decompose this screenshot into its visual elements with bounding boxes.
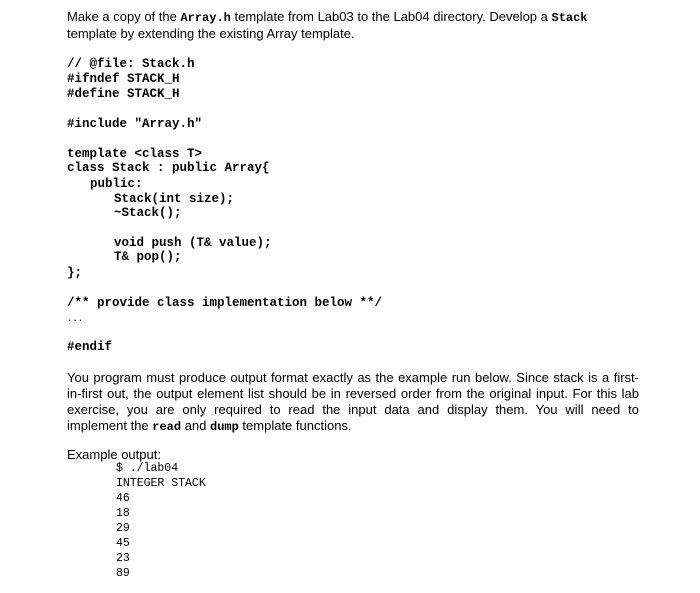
- intro-line-2: template by extending the existing Array template.: [67, 26, 355, 41]
- example-line-value: 18: [116, 507, 130, 520]
- example-line-command: $ ./lab04: [116, 462, 179, 475]
- example-line-value: 46: [116, 492, 130, 505]
- example-line-value: 23: [116, 552, 130, 565]
- inline-code-dump: dump: [210, 420, 239, 434]
- code-line-pop: T& pop();: [114, 250, 182, 264]
- example-line-value: 45: [116, 537, 130, 550]
- example-line-value: 29: [116, 522, 130, 535]
- description-text-and: and: [181, 418, 210, 433]
- code-line-close: };: [67, 266, 83, 280]
- description-text-end: template functions.: [238, 418, 352, 433]
- description-text: implement the: [67, 418, 153, 433]
- code-line-include: #include "Array.h": [67, 117, 203, 131]
- description-line-4: [67, 418, 639, 435]
- code-line-comment: /** provide class implementation below **/: [67, 296, 383, 310]
- description-line-2: in-first out, the output element list should be in reversed order from the original input. For this lab: [67, 386, 639, 401]
- inline-code-array-h: Array.h: [180, 11, 231, 25]
- description-paragraph: [67, 370, 639, 435]
- description-line-1: You program must produce output format exactly as the example run below. Since stack is a first-: [67, 370, 639, 385]
- code-line-ifndef: #ifndef STACK_H: [67, 72, 180, 86]
- code-line-file: // @file: Stack.h: [67, 57, 195, 71]
- inline-code-stack: Stack: [551, 11, 588, 25]
- example-line-value: 89: [116, 567, 130, 580]
- code-line-public: public:: [90, 177, 143, 191]
- code-line-endif: #endif: [67, 340, 113, 354]
- code-line-template: template <class T>: [67, 147, 203, 161]
- code-line-constructor: Stack(int size);: [114, 192, 235, 206]
- code-line-ellipsis: ...: [67, 314, 84, 324]
- code-line-destructor: ~Stack();: [114, 206, 182, 220]
- example-line-header: INTEGER STACK: [116, 477, 206, 490]
- code-line-define: #define STACK_H: [67, 87, 180, 101]
- intro-text: Make a copy of the: [67, 9, 181, 24]
- code-line-class: class Stack : public Array{: [67, 161, 270, 175]
- inline-code-read: read: [152, 420, 182, 434]
- description-line-3: exercise, you are only required to read the input data and display them. You will need to: [67, 402, 639, 417]
- example-label: Example output:: [67, 447, 161, 462]
- code-line-push: void push (T& value);: [114, 236, 272, 250]
- intro-line-1: [67, 9, 588, 25]
- intro-text-cont: template from Lab03 to the Lab04 directory. Develop a: [230, 9, 552, 24]
